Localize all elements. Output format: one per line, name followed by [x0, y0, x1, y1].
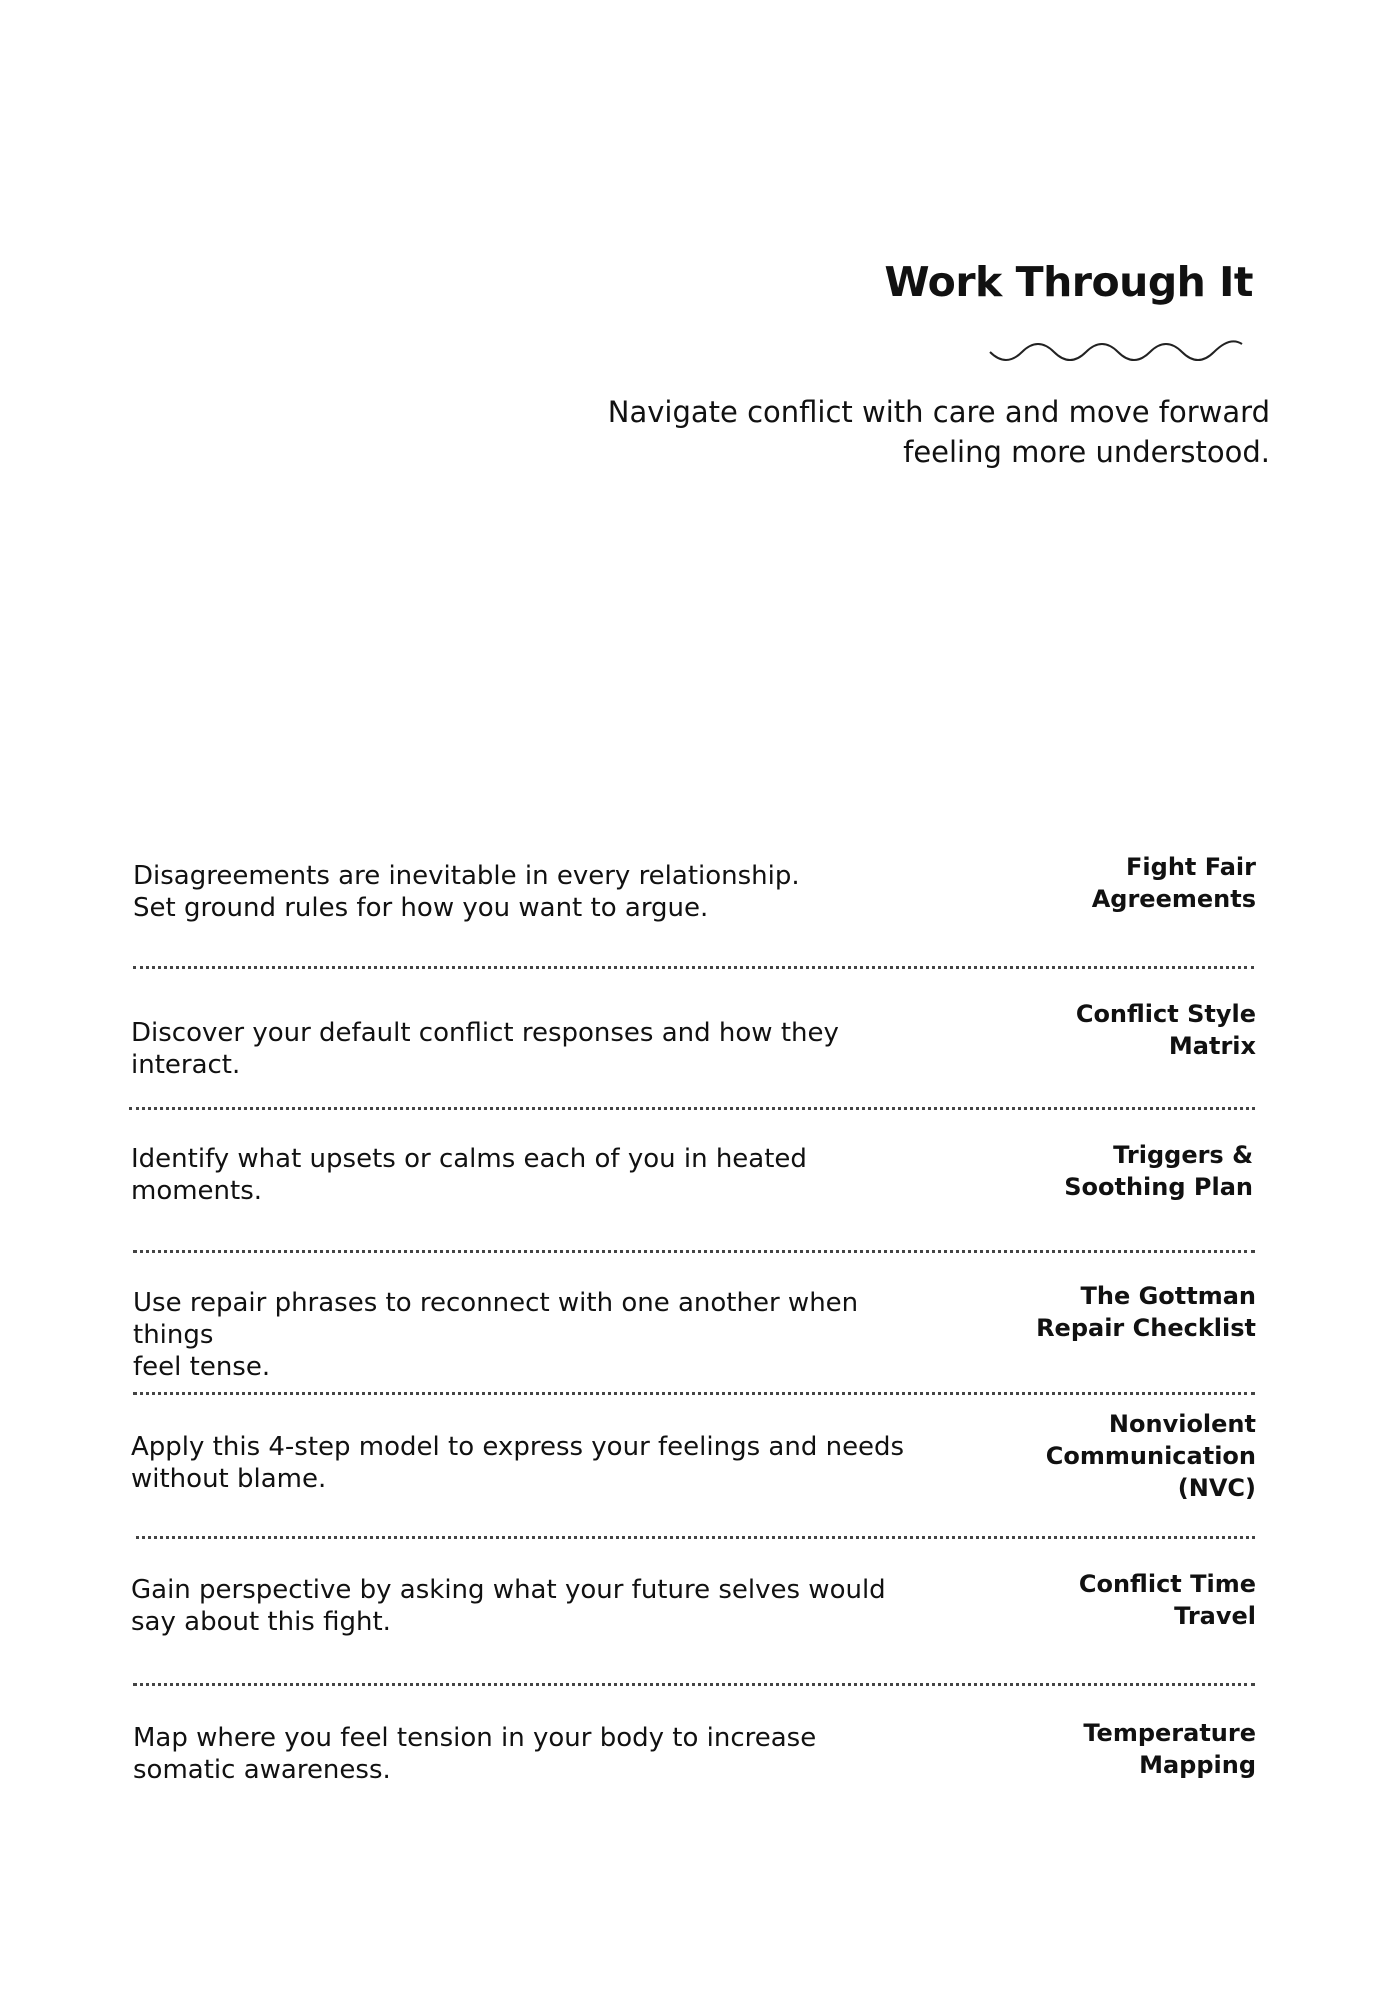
item-description: Map where you feel tension in your body to increase somatic awareness. — [133, 1723, 817, 1785]
dotted-divider — [136, 1536, 1255, 1539]
item-title: Conflict Style Matrix — [1075, 1000, 1256, 1060]
page-title: Work Through It — [884, 258, 1253, 306]
dotted-divider — [133, 1392, 1255, 1395]
item-title: Triggers & Soothing Plan — [1064, 1141, 1253, 1201]
dotted-divider — [129, 1107, 1255, 1110]
page-subtitle — [450, 392, 1270, 472]
item-description: Use repair phrases to reconnect with one another when things feel tense. — [133, 1288, 859, 1382]
item-description: Gain perspective by asking what your future selves would say about this fight. — [131, 1575, 886, 1637]
wavy-line-icon — [988, 338, 1244, 366]
item-description: Apply this 4-step model to express your feelings and needs without blame. — [131, 1432, 905, 1494]
item-title: Conflict Time Travel — [1078, 1570, 1256, 1630]
item-description: Identify what upsets or calms each of you in heated moments. — [131, 1144, 807, 1206]
item-title: The Gottman Repair Checklist — [1036, 1282, 1256, 1342]
item-title: Nonviolent Communication (NVC) — [1045, 1410, 1256, 1502]
item-description: Disagreements are inevitable in every relationship. Set ground rules for how you want to argue. — [133, 861, 800, 923]
subtitle-line: Navigate conflict with care and move forward — [607, 395, 1270, 429]
dotted-divider — [133, 1683, 1255, 1686]
item-description: Discover your default conflict responses and how they interact. — [131, 1018, 839, 1080]
dotted-divider — [133, 966, 1254, 969]
subtitle-line: feeling more understood. — [903, 435, 1270, 469]
item-title: Fight Fair Agreements — [1091, 853, 1256, 913]
dotted-divider — [133, 1250, 1255, 1253]
item-title: Temperature Mapping — [1083, 1719, 1256, 1779]
